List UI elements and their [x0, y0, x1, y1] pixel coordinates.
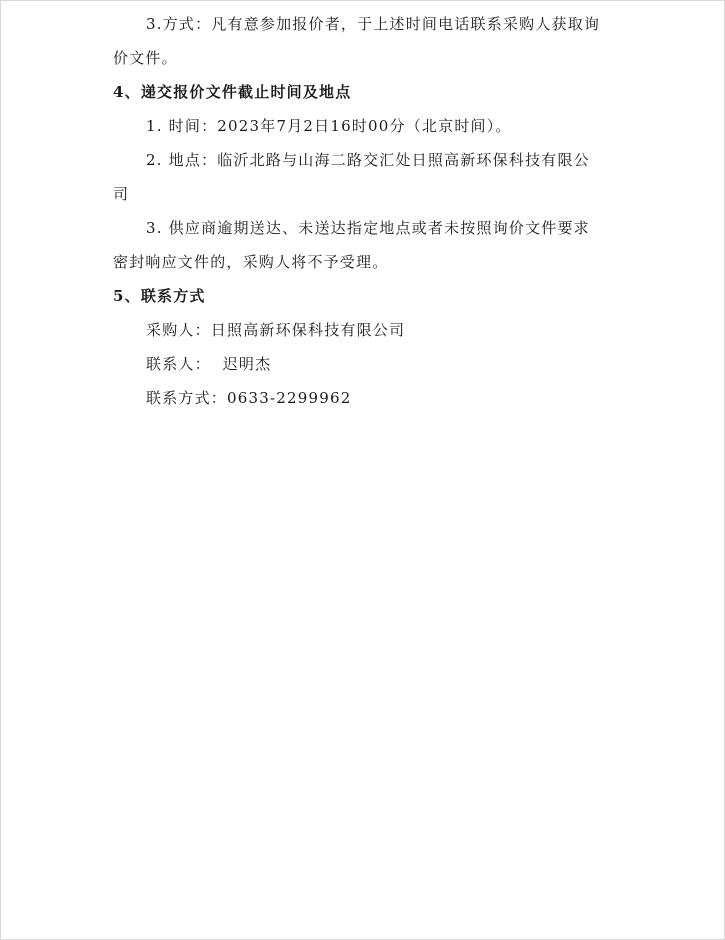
deadline-location-line-2: 司: [113, 185, 130, 203]
method-paragraph-line-2: 价文件。: [113, 49, 178, 67]
contact-phone: 联系方式：0633-2299962: [146, 389, 352, 407]
late-submission-line-2: 密封响应文件的，采购人将不予受理。: [113, 253, 389, 271]
deadline-time: 1. 时间：2023年7月2日16时00分（北京时间）。: [146, 117, 512, 135]
document-body: [113, 7, 618, 415]
section-4-heading: 4、递交报价文件截止时间及地点: [113, 83, 352, 101]
method-paragraph-line-1: 3.方式：凡有意参加报价者，于上述时间电话联系采购人获取询: [146, 15, 601, 33]
purchaser-name: 采购人：日照高新环保科技有限公司: [146, 321, 406, 339]
contact-person: 联系人： 迟明杰: [146, 355, 272, 373]
deadline-location-line-1: 2. 地点：临沂北路与山海二路交汇处日照高新环保科技有限公: [146, 151, 590, 169]
section-5-heading: 5、联系方式: [113, 287, 206, 305]
late-submission-line-1: 3. 供应商逾期送达、未送达指定地点或者未按照询价文件要求: [146, 219, 590, 237]
